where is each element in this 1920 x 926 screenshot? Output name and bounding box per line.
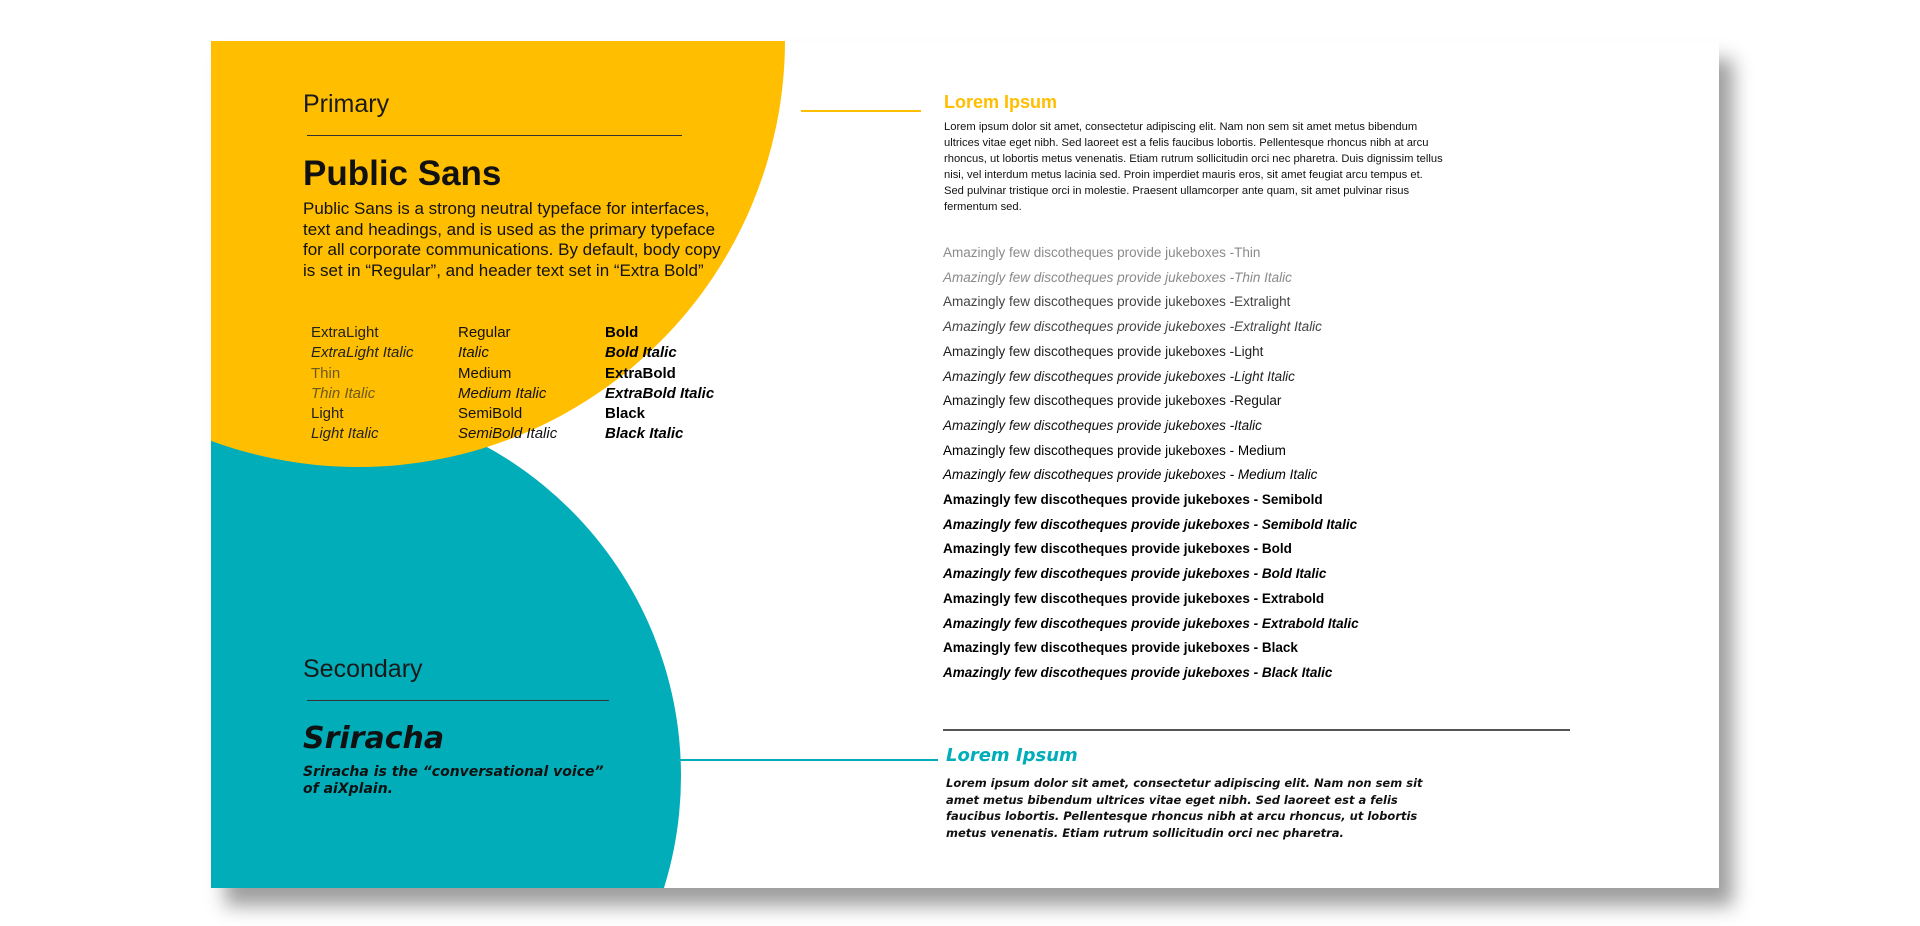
weight-sample-line: Amazingly few discotheques provide jukeboxes - Black bbox=[943, 640, 1298, 656]
primary-connector-line bbox=[801, 110, 921, 112]
weight-sample-line: Amazingly few discotheques provide jukeboxes -Light bbox=[943, 343, 1264, 359]
weight-item: Light bbox=[311, 405, 344, 423]
secondary-divider bbox=[307, 700, 609, 701]
weight-item: Bold Italic bbox=[605, 344, 677, 362]
weight-sample-line: Amazingly few discotheques provide jukeboxes - Medium bbox=[943, 442, 1286, 458]
weight-sample-line: Amazingly few discotheques provide jukeboxes -Thin bbox=[943, 245, 1261, 260]
weight-sample-line: Amazingly few discotheques provide jukeboxes -Regular bbox=[943, 393, 1282, 409]
weight-item: Regular bbox=[458, 324, 511, 341]
weights-column-light bbox=[311, 323, 461, 445]
primary-section-label: Primary bbox=[303, 90, 390, 118]
weight-item: Italic bbox=[458, 344, 489, 362]
primary-sample-heading: Lorem Ipsum bbox=[944, 92, 1058, 112]
secondary-section-label: Secondary bbox=[303, 655, 423, 683]
weight-samples-list bbox=[943, 241, 1359, 686]
weight-sample-line: Amazingly few discotheques provide jukeboxes -Extralight Italic bbox=[943, 319, 1322, 335]
primary-font-name: Public Sans bbox=[303, 154, 502, 193]
weight-sample-line: Amazingly few discotheques provide jukeboxes -Extralight bbox=[943, 294, 1291, 310]
typography-card bbox=[211, 41, 1719, 888]
weight-item: Medium bbox=[458, 364, 512, 382]
primary-sample-paragraph: Lorem ipsum dolor sit amet, consectetur adipiscing elit. Nam non sem sit amet metus bibendum ultrices vitae eget nibh. Sed laoreet est a felis faucibus lobortis. Pellentesque rhoncus nibh at arcu rhoncus, ut lobortis metus venenatis. Etiam rutrum sollicitudin orci nec pharetra. Duis dignissim tellus nisi, vel interdum metus lacinia sed. Proin imperdiet mauris eros, sit amet feugiat arcu tempus et. Sed pulvinar tristique orci in molestie. Praesent ullamcorper ante quam, sit amet pulvinar risus fermentum sed. bbox=[944, 121, 1443, 213]
secondary-connector-line bbox=[671, 759, 938, 761]
samples-divider bbox=[943, 729, 1570, 731]
weight-sample-line: Amazingly few discotheques provide jukeboxes - Extrabold bbox=[943, 590, 1325, 606]
weight-sample-line: Amazingly few discotheques provide jukeboxes - Bold bbox=[943, 541, 1292, 557]
primary-font-description: Public Sans is a strong neutral typeface for interfaces, text and headings, and is used as the primary typeface for all corporate communications. By default, body copy is set in “Regular”, and header text set in “Extra Bold” bbox=[303, 199, 721, 280]
weight-item: Thin Italic bbox=[311, 384, 376, 402]
weights-column-regular bbox=[458, 323, 608, 445]
weight-sample-line: Amazingly few discotheques provide jukeboxes - Bold Italic bbox=[943, 566, 1327, 582]
weight-item: Black Italic bbox=[605, 425, 684, 443]
secondary-sample-paragraph: Lorem ipsum dolor sit amet, consectetur adipiscing elit. Nam non sem sit amet metus bibendum ultrices vitae eget nibh. Sed laoreet est a felis faucibus lobortis. Pellentesque rhoncus nibh at arcu rhoncus, ut lobortis metus venenatis. Etiam rutrum sollicitudin orci nec pharetra. bbox=[946, 776, 1423, 840]
weight-sample-line: Amazingly few discotheques provide jukeboxes -Italic bbox=[943, 417, 1262, 433]
secondary-teal-circle bbox=[211, 400, 681, 888]
weights-column-bold bbox=[605, 323, 755, 445]
weight-sample-line: Amazingly few discotheques provide jukeboxes - Extrabold Italic bbox=[943, 615, 1359, 631]
primary-divider bbox=[307, 135, 682, 136]
weight-item: Bold bbox=[605, 324, 639, 341]
weight-item: Medium Italic bbox=[458, 384, 547, 402]
weight-item: SemiBold bbox=[458, 405, 523, 423]
weight-sample-line: Amazingly few discotheques provide jukeboxes - Medium Italic bbox=[943, 467, 1318, 483]
weight-item: Light Italic bbox=[311, 425, 379, 443]
weight-item: ExtraBold bbox=[605, 364, 676, 382]
weight-item: ExtraLight bbox=[311, 324, 379, 341]
weight-item: ExtraLight Italic bbox=[311, 344, 414, 362]
secondary-font-name: Sriracha bbox=[303, 721, 445, 756]
secondary-font-description: Sriracha is the “conversational voice” of aiXplain. bbox=[303, 764, 604, 797]
weight-item: SemiBold Italic bbox=[458, 425, 558, 443]
weight-item: ExtraBold Italic bbox=[605, 384, 715, 402]
weight-sample-line: Amazingly few discotheques provide jukeboxes -Light Italic bbox=[943, 368, 1295, 384]
weight-item: Thin bbox=[311, 364, 341, 382]
weight-sample-line: Amazingly few discotheques provide jukeboxes -Thin Italic bbox=[943, 269, 1292, 285]
weight-sample-line: Amazingly few discotheques provide jukeboxes - Semibold Italic bbox=[943, 516, 1358, 532]
weight-sample-line: Amazingly few discotheques provide jukeboxes - Black Italic bbox=[943, 664, 1333, 680]
weight-sample-line: Amazingly few discotheques provide jukeboxes - Semibold bbox=[943, 492, 1323, 508]
secondary-sample-heading: Lorem Ipsum bbox=[946, 745, 1078, 766]
weight-item: Black bbox=[605, 405, 646, 423]
